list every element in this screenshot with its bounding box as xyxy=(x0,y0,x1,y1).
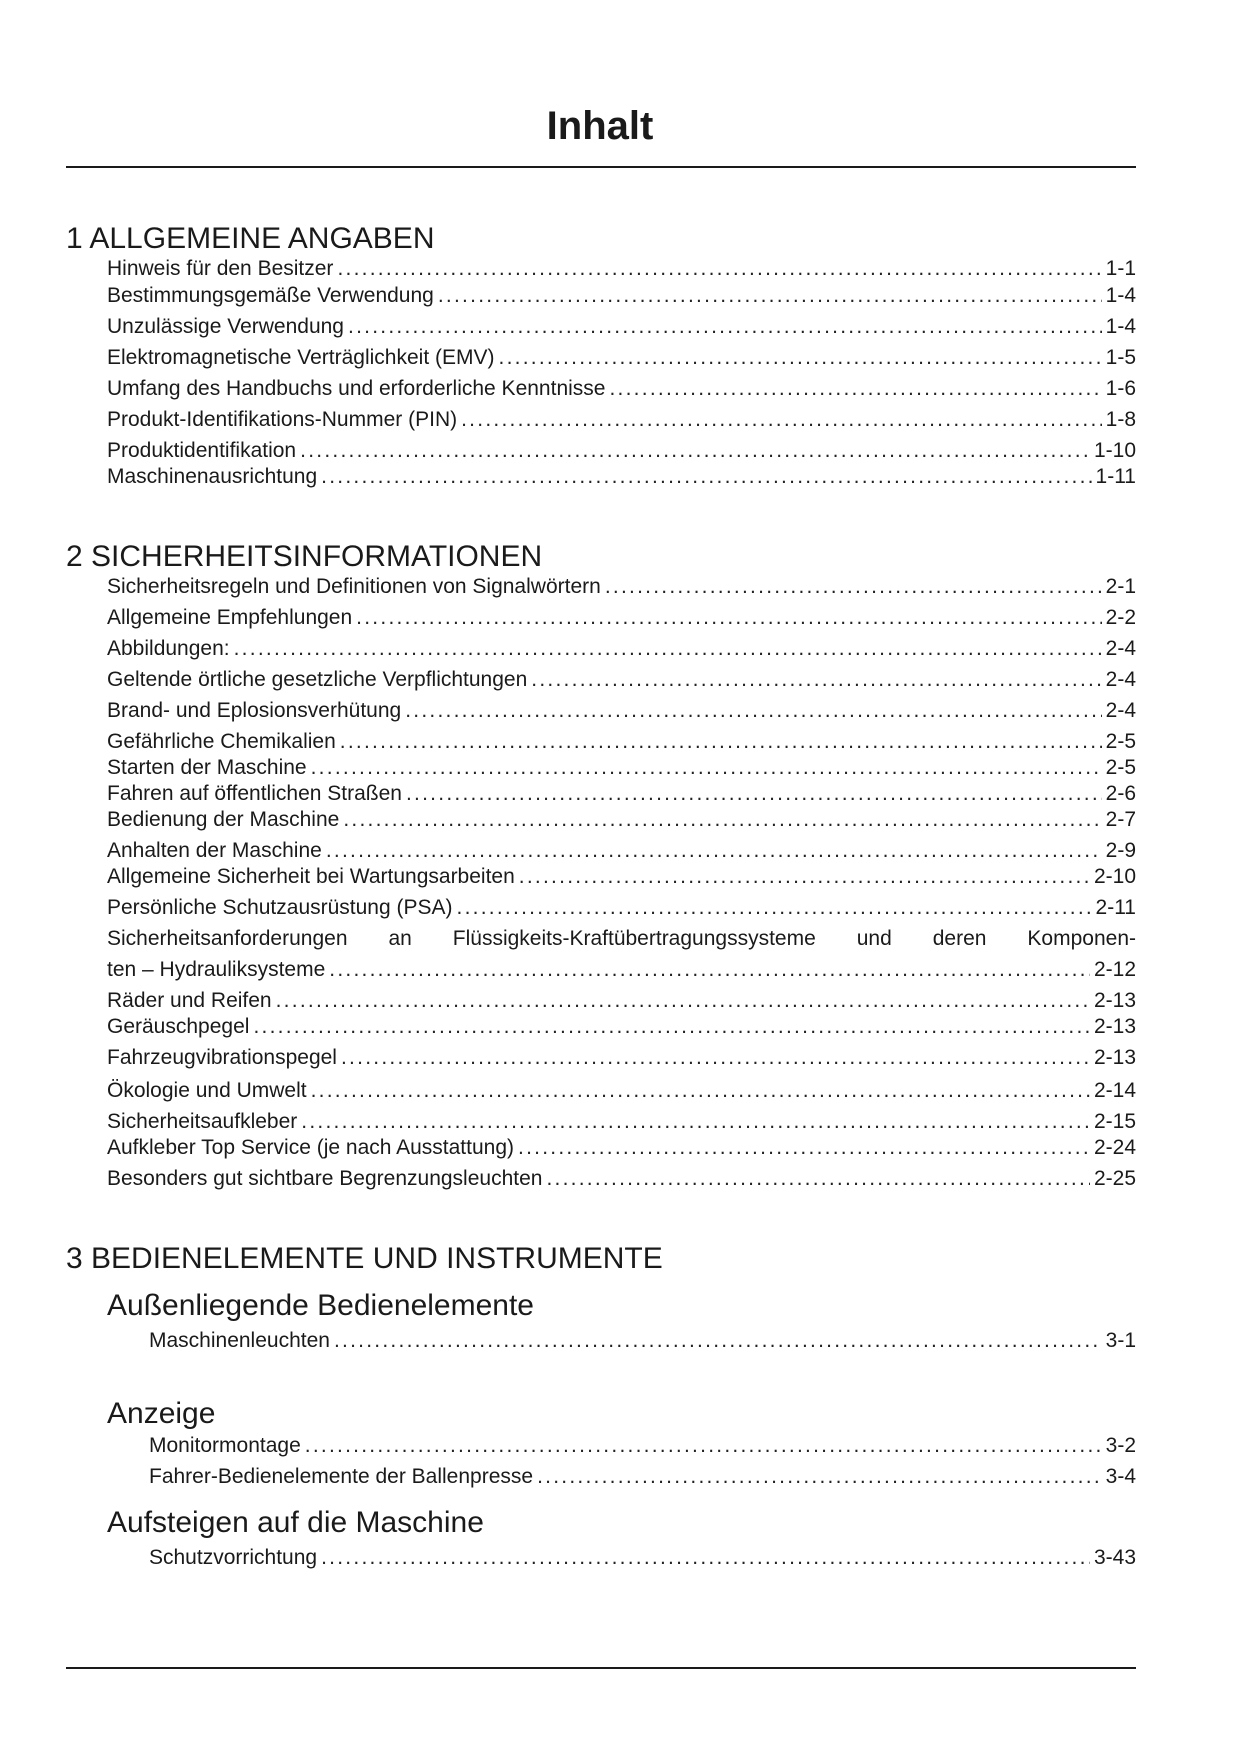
toc-entry[interactable] xyxy=(107,406,1136,434)
dot-leader xyxy=(341,1044,1090,1072)
dot-leader xyxy=(405,697,1101,725)
top-divider xyxy=(66,166,1136,168)
toc-entry-page: 2-9 xyxy=(1105,839,1136,862)
toc-entry[interactable] xyxy=(149,1544,1136,1572)
toc-entry[interactable] xyxy=(107,956,1136,984)
toc-entry[interactable] xyxy=(107,255,1136,283)
dot-leader xyxy=(519,863,1090,891)
section-heading: Aufsteigen auf die Maschine xyxy=(107,1506,484,1539)
toc-entry-page: 2-24 xyxy=(1093,1136,1136,1159)
chapter-heading-2: 2 SICHERHEITSINFORMATIONEN xyxy=(66,540,543,573)
toc-entry-title: Hinweis für den Besitzer xyxy=(107,257,334,280)
bottom-divider xyxy=(66,1667,1136,1669)
toc-entry-page: 3-43 xyxy=(1093,1546,1136,1569)
toc-entry-page: 1-4 xyxy=(1105,284,1136,307)
dot-leader xyxy=(343,806,1101,834)
toc-entry-title: Aufkleber Top Service (je nach Ausstattung) xyxy=(107,1136,515,1159)
toc-entry[interactable] xyxy=(149,1463,1136,1491)
toc-entry-page: 2-1 xyxy=(1105,575,1136,598)
dot-leader xyxy=(321,463,1091,491)
dot-leader xyxy=(311,1077,1090,1105)
toc-entry-page: 1-4 xyxy=(1105,315,1136,338)
toc-entry-page: 2-25 xyxy=(1093,1167,1136,1190)
toc-entry[interactable] xyxy=(107,344,1136,372)
toc-entry-page: 2-14 xyxy=(1093,1079,1136,1102)
toc-entry-title: Sicherheitsregeln und Definitionen von Signalwörtern xyxy=(107,575,601,598)
toc-entry[interactable] xyxy=(107,1108,1136,1136)
dot-leader xyxy=(609,375,1101,403)
toc-entry[interactable] xyxy=(107,1134,1136,1162)
toc-entry-page: 1-10 xyxy=(1093,439,1136,462)
toc-entry-title: Fahrzeugvibrationspegel xyxy=(107,1046,337,1069)
toc-entry[interactable] xyxy=(107,1165,1136,1193)
toc-entry-page: 2-4 xyxy=(1105,668,1136,691)
toc-entry-page: 2-13 xyxy=(1093,1015,1136,1038)
toc-entry[interactable] xyxy=(107,837,1136,865)
toc-entry[interactable] xyxy=(107,635,1136,663)
toc-entry-title: Brand- und Eplosionsverhütung xyxy=(107,699,402,722)
toc-entry-title: Produkt-Identifikations-Nummer (PIN) xyxy=(107,408,458,431)
toc-entry-page: 1-11 xyxy=(1095,465,1136,488)
toc-entry-title: Gefährliche Chemikalien xyxy=(107,730,336,753)
dot-leader xyxy=(438,282,1102,310)
toc-entry-page: 3-4 xyxy=(1105,1465,1136,1488)
toc-entry[interactable] xyxy=(107,313,1136,341)
toc-entry[interactable] xyxy=(107,282,1136,310)
toc-entry-page: 2-15 xyxy=(1093,1110,1136,1133)
dot-leader xyxy=(340,728,1102,756)
toc-entry-title: Ökologie und Umwelt xyxy=(107,1079,307,1102)
toc-entry-page: 1-8 xyxy=(1105,408,1136,431)
dot-leader xyxy=(234,635,1102,663)
toc-entry[interactable] xyxy=(107,1044,1136,1072)
toc-entry-title: Starten der Maschine xyxy=(107,756,307,779)
toc-entry-title: Maschinenausrichtung xyxy=(107,465,318,488)
toc-entry-title: ten – Hydrauliksysteme xyxy=(107,958,326,981)
dot-leader xyxy=(276,987,1090,1015)
toc-entry[interactable] xyxy=(107,463,1136,491)
toc-entry[interactable] xyxy=(149,1432,1136,1460)
toc-entry[interactable] xyxy=(107,437,1136,465)
toc-entry[interactable] xyxy=(107,1077,1136,1105)
toc-entry[interactable] xyxy=(107,375,1136,403)
dot-leader xyxy=(499,344,1102,372)
toc-entry-page: 1-5 xyxy=(1105,346,1136,369)
toc-entry-title: Persönliche Schutzausrüstung (PSA) xyxy=(107,896,453,919)
toc-entry[interactable] xyxy=(107,573,1136,601)
dot-leader xyxy=(301,1108,1090,1136)
dot-leader xyxy=(253,1013,1090,1041)
toc-entry-page: 2-11 xyxy=(1095,896,1136,919)
toc-entry[interactable] xyxy=(107,1013,1136,1041)
toc-entry-title: Geltende örtliche gesetzliche Verpflichtungen xyxy=(107,668,528,691)
dot-leader xyxy=(531,666,1101,694)
toc-entry-title: Maschinenleuchten xyxy=(149,1329,330,1352)
toc-entry-title: Bedienung der Maschine xyxy=(107,808,340,831)
dot-leader xyxy=(406,780,1102,808)
toc-entry-page: 3-2 xyxy=(1105,1434,1136,1457)
dot-leader xyxy=(605,573,1102,601)
toc-entry-page: 3-1 xyxy=(1105,1329,1136,1352)
toc-entry-title: Produktidentifikation xyxy=(107,439,297,462)
toc-entry-page: 2-5 xyxy=(1105,756,1136,779)
toc-entry-page: 2-12 xyxy=(1093,958,1136,981)
dot-leader xyxy=(518,1134,1090,1162)
toc-entry-page: 2-13 xyxy=(1093,1046,1136,1069)
dot-leader xyxy=(311,754,1102,782)
dot-leader xyxy=(337,255,1101,283)
dot-leader xyxy=(457,894,1092,922)
section-heading: Außenliegende Bedienelemente xyxy=(107,1289,534,1322)
dot-leader xyxy=(321,1544,1090,1572)
toc-entry-title: Schutzvorrichtung xyxy=(149,1546,318,1569)
dot-leader xyxy=(305,1432,1102,1460)
toc-entry[interactable] xyxy=(149,1327,1136,1355)
toc-entry-page: 2-13 xyxy=(1093,989,1136,1012)
toc-entry[interactable] xyxy=(107,697,1136,725)
toc-entry-title: Unzulässige Verwendung xyxy=(107,315,344,338)
toc-entry-title: Geräuschpegel xyxy=(107,1015,250,1038)
toc-entry-page: 2-6 xyxy=(1105,782,1136,805)
toc-entry[interactable] xyxy=(107,728,1136,756)
toc-entry-title: Fahrer-Bedienelemente der Ballenpresse xyxy=(149,1465,534,1488)
toc-entry[interactable] xyxy=(107,894,1136,922)
toc-entry[interactable] xyxy=(107,754,1136,782)
toc-entry-page: 2-10 xyxy=(1093,865,1136,888)
dot-leader xyxy=(348,313,1102,341)
toc-entry[interactable] xyxy=(107,863,1136,891)
toc-entry-title: Räder und Reifen xyxy=(107,989,272,1012)
toc-entry-title: Sicherheitsaufkleber xyxy=(107,1110,298,1133)
toc-entry[interactable] xyxy=(107,987,1136,1015)
toc-entry[interactable] xyxy=(107,666,1136,694)
chapter-heading-3: 3 BEDIENELEMENTE UND INSTRUMENTE xyxy=(66,1242,663,1275)
dot-leader xyxy=(461,406,1102,434)
dot-leader xyxy=(546,1165,1090,1193)
toc-entry-title: Bestimmungsgemäße Verwendung xyxy=(107,284,434,307)
toc-entry-page: 1-1 xyxy=(1105,257,1136,280)
toc-entry-page: 2-7 xyxy=(1105,808,1136,831)
toc-entry-title-line1[interactable]: Sicherheitsanforderungen an Flüssigkeits-Kraftübertragungssysteme und deren Komponen- xyxy=(107,927,1136,950)
toc-entry-title: Fahren auf öffentlichen Straßen xyxy=(107,782,402,805)
toc-entry-title: Allgemeine Sicherheit bei Wartungsarbeiten xyxy=(107,865,515,888)
toc-entry-title: Umfang des Handbuchs und erforderliche Kenntnisse xyxy=(107,377,606,400)
toc-entry-title: Abbildungen: xyxy=(107,637,230,660)
dot-leader xyxy=(537,1463,1102,1491)
toc-entry[interactable] xyxy=(107,604,1136,632)
toc-entry[interactable] xyxy=(107,780,1136,808)
toc-entry[interactable] xyxy=(107,806,1136,834)
section-heading: Anzeige xyxy=(107,1397,216,1430)
page-title: Inhalt xyxy=(546,104,654,148)
chapter-heading-1: 1 ALLGEMEINE ANGABEN xyxy=(66,222,435,255)
dot-leader xyxy=(326,837,1102,865)
toc-entry-page: 2-4 xyxy=(1105,699,1136,722)
dot-leader xyxy=(334,1327,1102,1355)
dot-leader xyxy=(329,956,1090,984)
dot-leader xyxy=(300,437,1090,465)
toc-entry-title: Monitormontage xyxy=(149,1434,301,1457)
toc-entry-title: Besonders gut sichtbare Begrenzungsleuchten xyxy=(107,1167,543,1190)
toc-entry-page: 2-2 xyxy=(1105,606,1136,629)
toc-entry-page: 2-4 xyxy=(1105,637,1136,660)
toc-entry-title: Anhalten der Maschine xyxy=(107,839,322,862)
toc-entry-page: 1-6 xyxy=(1105,377,1136,400)
dot-leader xyxy=(356,604,1101,632)
toc-entry-title: Elektromagnetische Verträglichkeit (EMV) xyxy=(107,346,495,369)
toc-entry-page: 2-5 xyxy=(1105,730,1136,753)
toc-entry-title: Allgemeine Empfehlungen xyxy=(107,606,353,629)
